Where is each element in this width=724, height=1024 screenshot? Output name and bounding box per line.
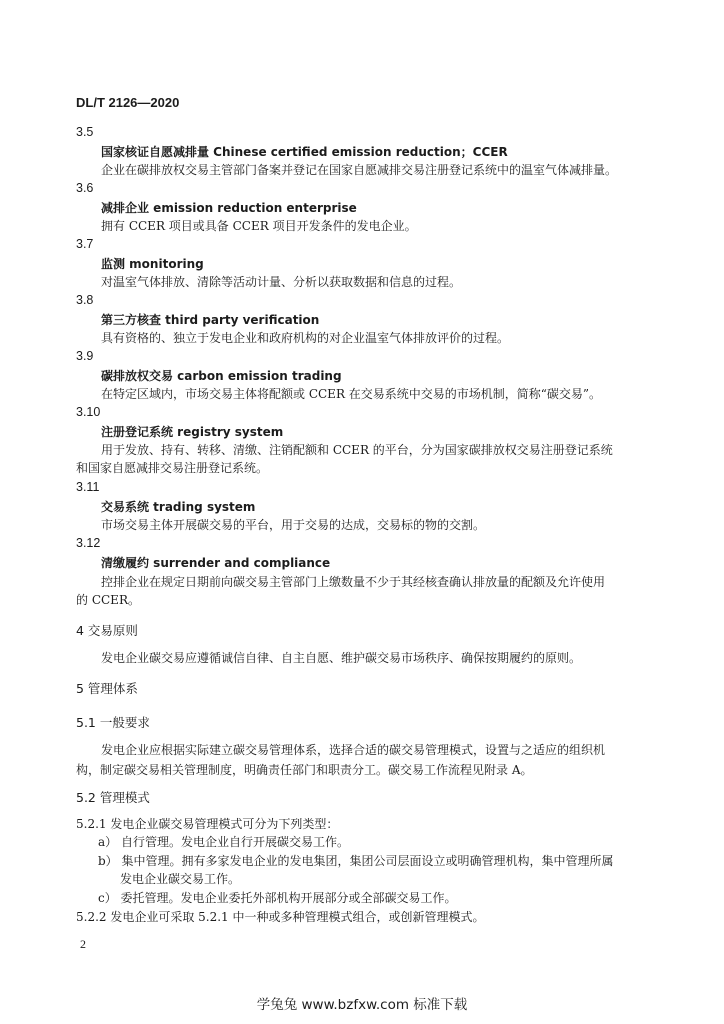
def-text: 和国家自愿减排交易注册登记系统。 [76,461,269,475]
def-term: 碳排放权交易 carbon emission trading [101,369,342,383]
def-term: 第三方核查 third party verification [101,313,320,327]
def-number: 3.12 [76,536,101,550]
section-text: 发电企业碳交易应遵循诚信自律、自主自愿、维护碳交易市场秩序、确保按期履约的原则。 [101,651,582,665]
def-text: 的 CCER。 [76,593,140,607]
section-text: 发电企业应根据实际建立碳交易管理体系，选择合适的碳交易管理模式，设置与之适应的组织机 [101,743,606,757]
def-number: 3.7 [76,237,94,251]
standard-code: DL/T 2126—2020 [76,95,180,110]
def-number: 3.11 [76,480,100,494]
def-text: 对温室气体排放、清除等活动计量、分析以获取数据和信息的过程。 [101,275,462,289]
def-term: 清缴履约 surrender and compliance [101,556,331,570]
section-heading: 5.1 一般要求 [76,715,150,730]
def-term: 减排企业 emission reduction enterprise [101,201,357,215]
def-text: 拥有 CCER 项目或具备 CCER 项目开发条件的发电企业。 [101,219,417,233]
def-number: 3.5 [76,125,94,139]
def-term: 注册登记系统 registry system [101,425,284,439]
def-text: 在特定区域内，市场交易主体将配额或 CCER 在交易系统中交易的市场机制，简称“碳交易”。 [101,387,602,401]
def-term: 监测 monitoring [101,257,204,271]
def-text: 控排企业在规定日期前向碳交易主管部门上缴数量不少于其经核查确认排放量的配额及允许使用 [101,575,606,589]
section-text: 构，制定碳交易相关管理制度，明确责任部门和职责分工。碳交易工作流程见附录 A。 [76,763,533,777]
def-term: 国家核证自愿减排量 Chinese certified emission reduction；CCER [101,145,508,159]
def-number: 3.10 [76,405,101,419]
def-text: 企业在碳排放权交易主管部门备案并登记在国家自愿减排交易注册登记系统中的温室气体减排量。 [101,163,618,177]
section-heading: 5 管理体系 [76,681,138,696]
clause-text: 5.2.1 发电企业碳交易管理模式可分为下列类型： [76,817,339,831]
def-number: 3.8 [76,293,94,307]
page-number: 2 [80,937,86,951]
def-number: 3.9 [76,349,94,363]
def-number: 3.6 [76,181,94,195]
list-item: c） 委托管理。发电企业委托外部机构开展部分或全部碳交易工作。 [98,891,457,905]
list-item: b） 集中管理。拥有多家发电企业的发电集团，集团公司层面设立或明确管理机构，集中管理所属 [98,854,614,868]
clause-text: 5.2.2 发电企业可采取 5.2.1 中一种或多种管理模式组合，或创新管理模式。 [76,910,485,924]
def-text: 市场交易主体开展碳交易的平台，用于交易的达成，交易标的物的交割。 [101,518,486,532]
def-text: 用于发放、持有、转移、清缴、注销配额和 CCER 的平台，分为国家碳排放权交易注册登记系统 [101,443,613,457]
site-footer: 学兔兔 www.bzfxw.com 标准下载 [256,997,468,1013]
section-heading: 5.2 管理模式 [76,790,150,805]
def-term: 交易系统 trading system [101,500,256,514]
list-item: a） 自行管理。发电企业自行开展碳交易工作。 [98,835,349,849]
section-heading: 4 交易原则 [76,623,138,638]
list-item: 发电企业碳交易工作。 [120,872,241,886]
def-text: 具有资格的、独立于发电企业和政府机构的对企业温室气体排放评价的过程。 [101,331,510,345]
